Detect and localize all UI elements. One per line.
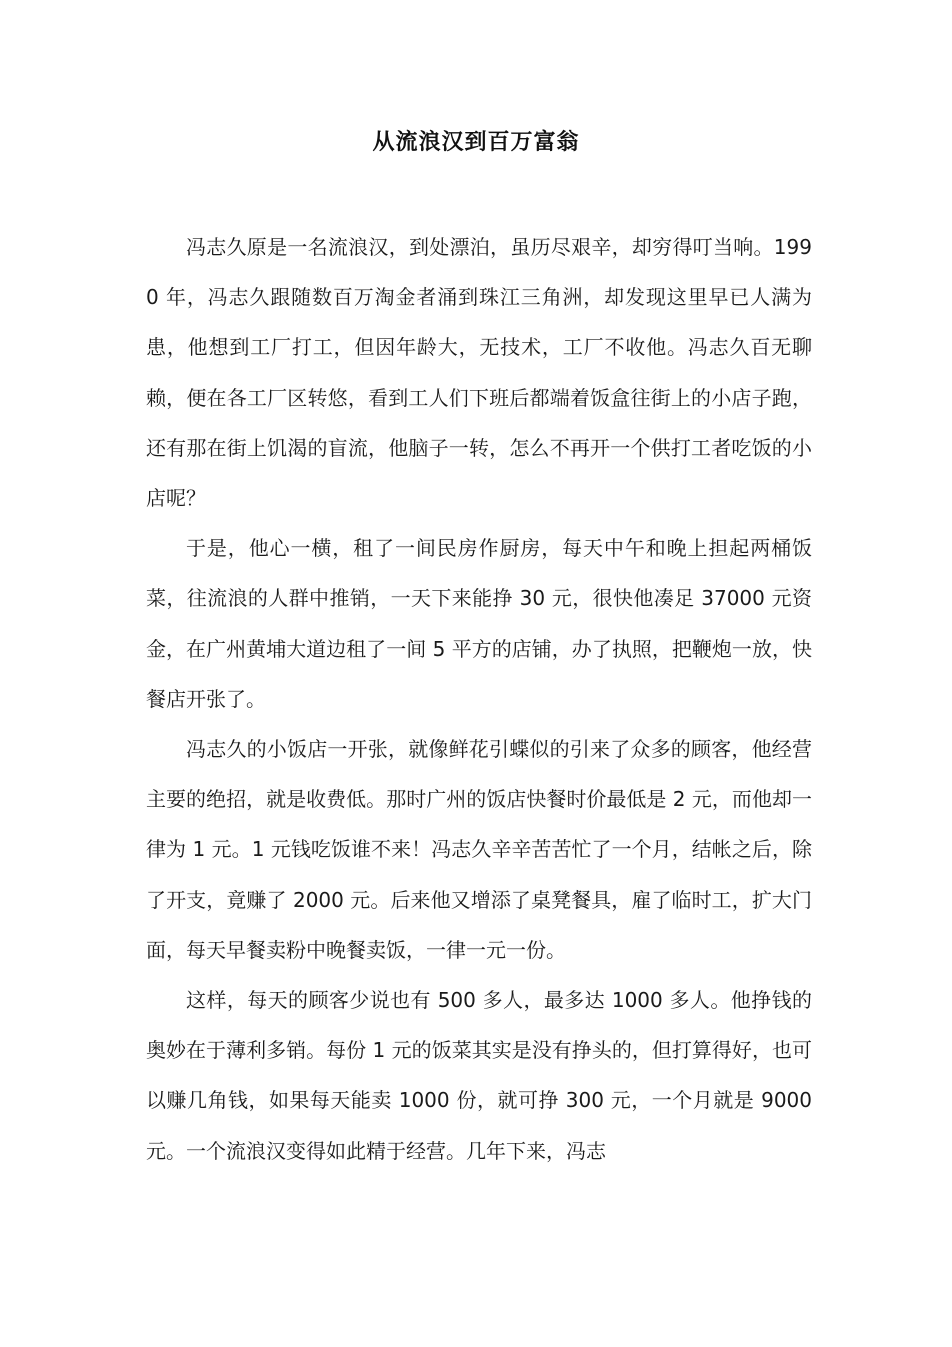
paragraph-3: 冯志久的小饭店一开张，就像鲜花引蝶似的引来了众多的顾客，他经营主要的绝招，就是收费低。那时广州的饭店快餐时价最低是 2 元，而他却一律为 1 元。1 元钱吃饭谁不来！冯志久辛辛苦苦忙了一个月，结帐之后，除了开支，竟赚了 2000 元。后来他又增添了桌凳餐具，雇了临时工，扩大门面，每天早餐卖粉中晚餐卖饭，一律一元一份。 [146,737,812,962]
document-body [146,222,812,1176]
paragraph-1: 冯志久原是一名流浪汉，到处漂泊，虽历尽艰辛，却穷得叮当响。1990 年，冯志久跟随数百万淘金者涌到珠江三角洲，却发现这里早已人满为患，他想到工厂打工，但因年龄大，无技术，工厂不收他。冯志久百无聊赖，便在各工厂区转悠，看到工人们下班后都端着饭盒往街上的小店子跑，还有那在街上饥渴的盲流，他脑子一转，怎么不再开一个供打工者吃饭的小店呢？ [146,235,812,511]
paragraph-2: 于是，他心一横，租了一间民房作厨房，每天中午和晚上担起两桶饭菜，往流浪的人群中推销，一天下来能挣 30 元，很快他凑足 37000 元资金，在广州黄埔大道边租了一间 5 平方的店铺，办了执照，把鞭炮一放，快餐店开张了。 [146,536,812,711]
document-title: 从流浪汉到百万富翁 [372,129,580,155]
paragraph-4: 这样，每天的顾客少说也有 500 多人，最多达 1000 多人。他挣钱的奥妙在于薄利多销。每份 1 元的饭菜其实是没有挣头的，但打算得好，也可以赚几角钱，如果每天能卖 1000 份，就可挣 300 元，一个月就是 9000 元。一个流浪汉变得如此精于经营。几年下来，冯志 [146,988,812,1163]
